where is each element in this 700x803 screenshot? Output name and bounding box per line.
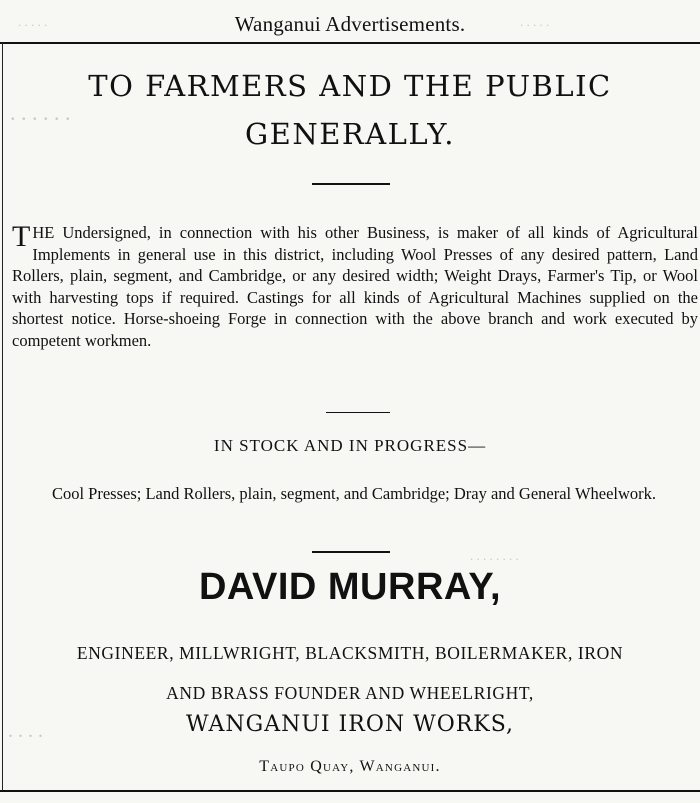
divider-rule xyxy=(312,183,390,185)
stock-text: Cool Presses; Land Rollers, plain, segment, and Cambridge; Dray and General Wheelwork. xyxy=(51,484,657,503)
bleed-through-mark: . . . . . xyxy=(18,14,48,29)
bleed-through-mark: . . . . . . xyxy=(10,100,71,125)
divider-rule xyxy=(312,551,390,553)
trades-line-2: AND BRASS FOUNDER AND WHEELRIGHT, xyxy=(166,683,534,703)
footer-rule xyxy=(0,790,700,792)
divider-rule xyxy=(326,412,390,413)
page-title: Wanganui Advertisements. xyxy=(234,12,466,36)
works-name: WANGANUI IRON WORKS, xyxy=(185,712,515,737)
headline-line-1: TO FARMERS AND THE PUBLIC xyxy=(88,69,612,103)
body-text: HE Undersigned, in connection with his other Business, is maker of all kinds of Agricultural Implements in general use in this district, including Wool Presses of any desired pattern, Land Rollers, plain, segment, and Cambridge, or any desired width; Weight Drays, Farmer's Tip, or Wool with harvesting tops if required. Castings for all kinds of Agricultural Machines supplied on the shortest notice. Horse-shoeing Forge in connection with the above branch and work executed by competent workmen. xyxy=(12,223,698,350)
stock-heading: IN STOCK AND IN PROGRESS— xyxy=(213,436,487,455)
bleed-through-mark: . . . . . xyxy=(520,14,550,29)
bleed-through-mark: . . . . . . . . xyxy=(470,548,519,563)
body-paragraph xyxy=(12,222,698,351)
drop-cap: T xyxy=(12,220,31,253)
headline-line-2: GENERALLY. xyxy=(245,117,455,151)
bleed-through-mark: . . . . xyxy=(8,720,43,742)
ad-headline xyxy=(0,62,700,158)
advertiser-trades xyxy=(0,633,700,713)
advertiser-name: DAVID MURRAY, xyxy=(198,566,502,608)
page-header xyxy=(0,6,700,40)
works-address: Taupo Quay, Wanganui. xyxy=(259,758,441,775)
trades-line-1: ENGINEER, MILLWRIGHT, BLACKSMITH, BOILERMAKER, IRON xyxy=(76,643,624,663)
header-rule xyxy=(0,42,700,44)
